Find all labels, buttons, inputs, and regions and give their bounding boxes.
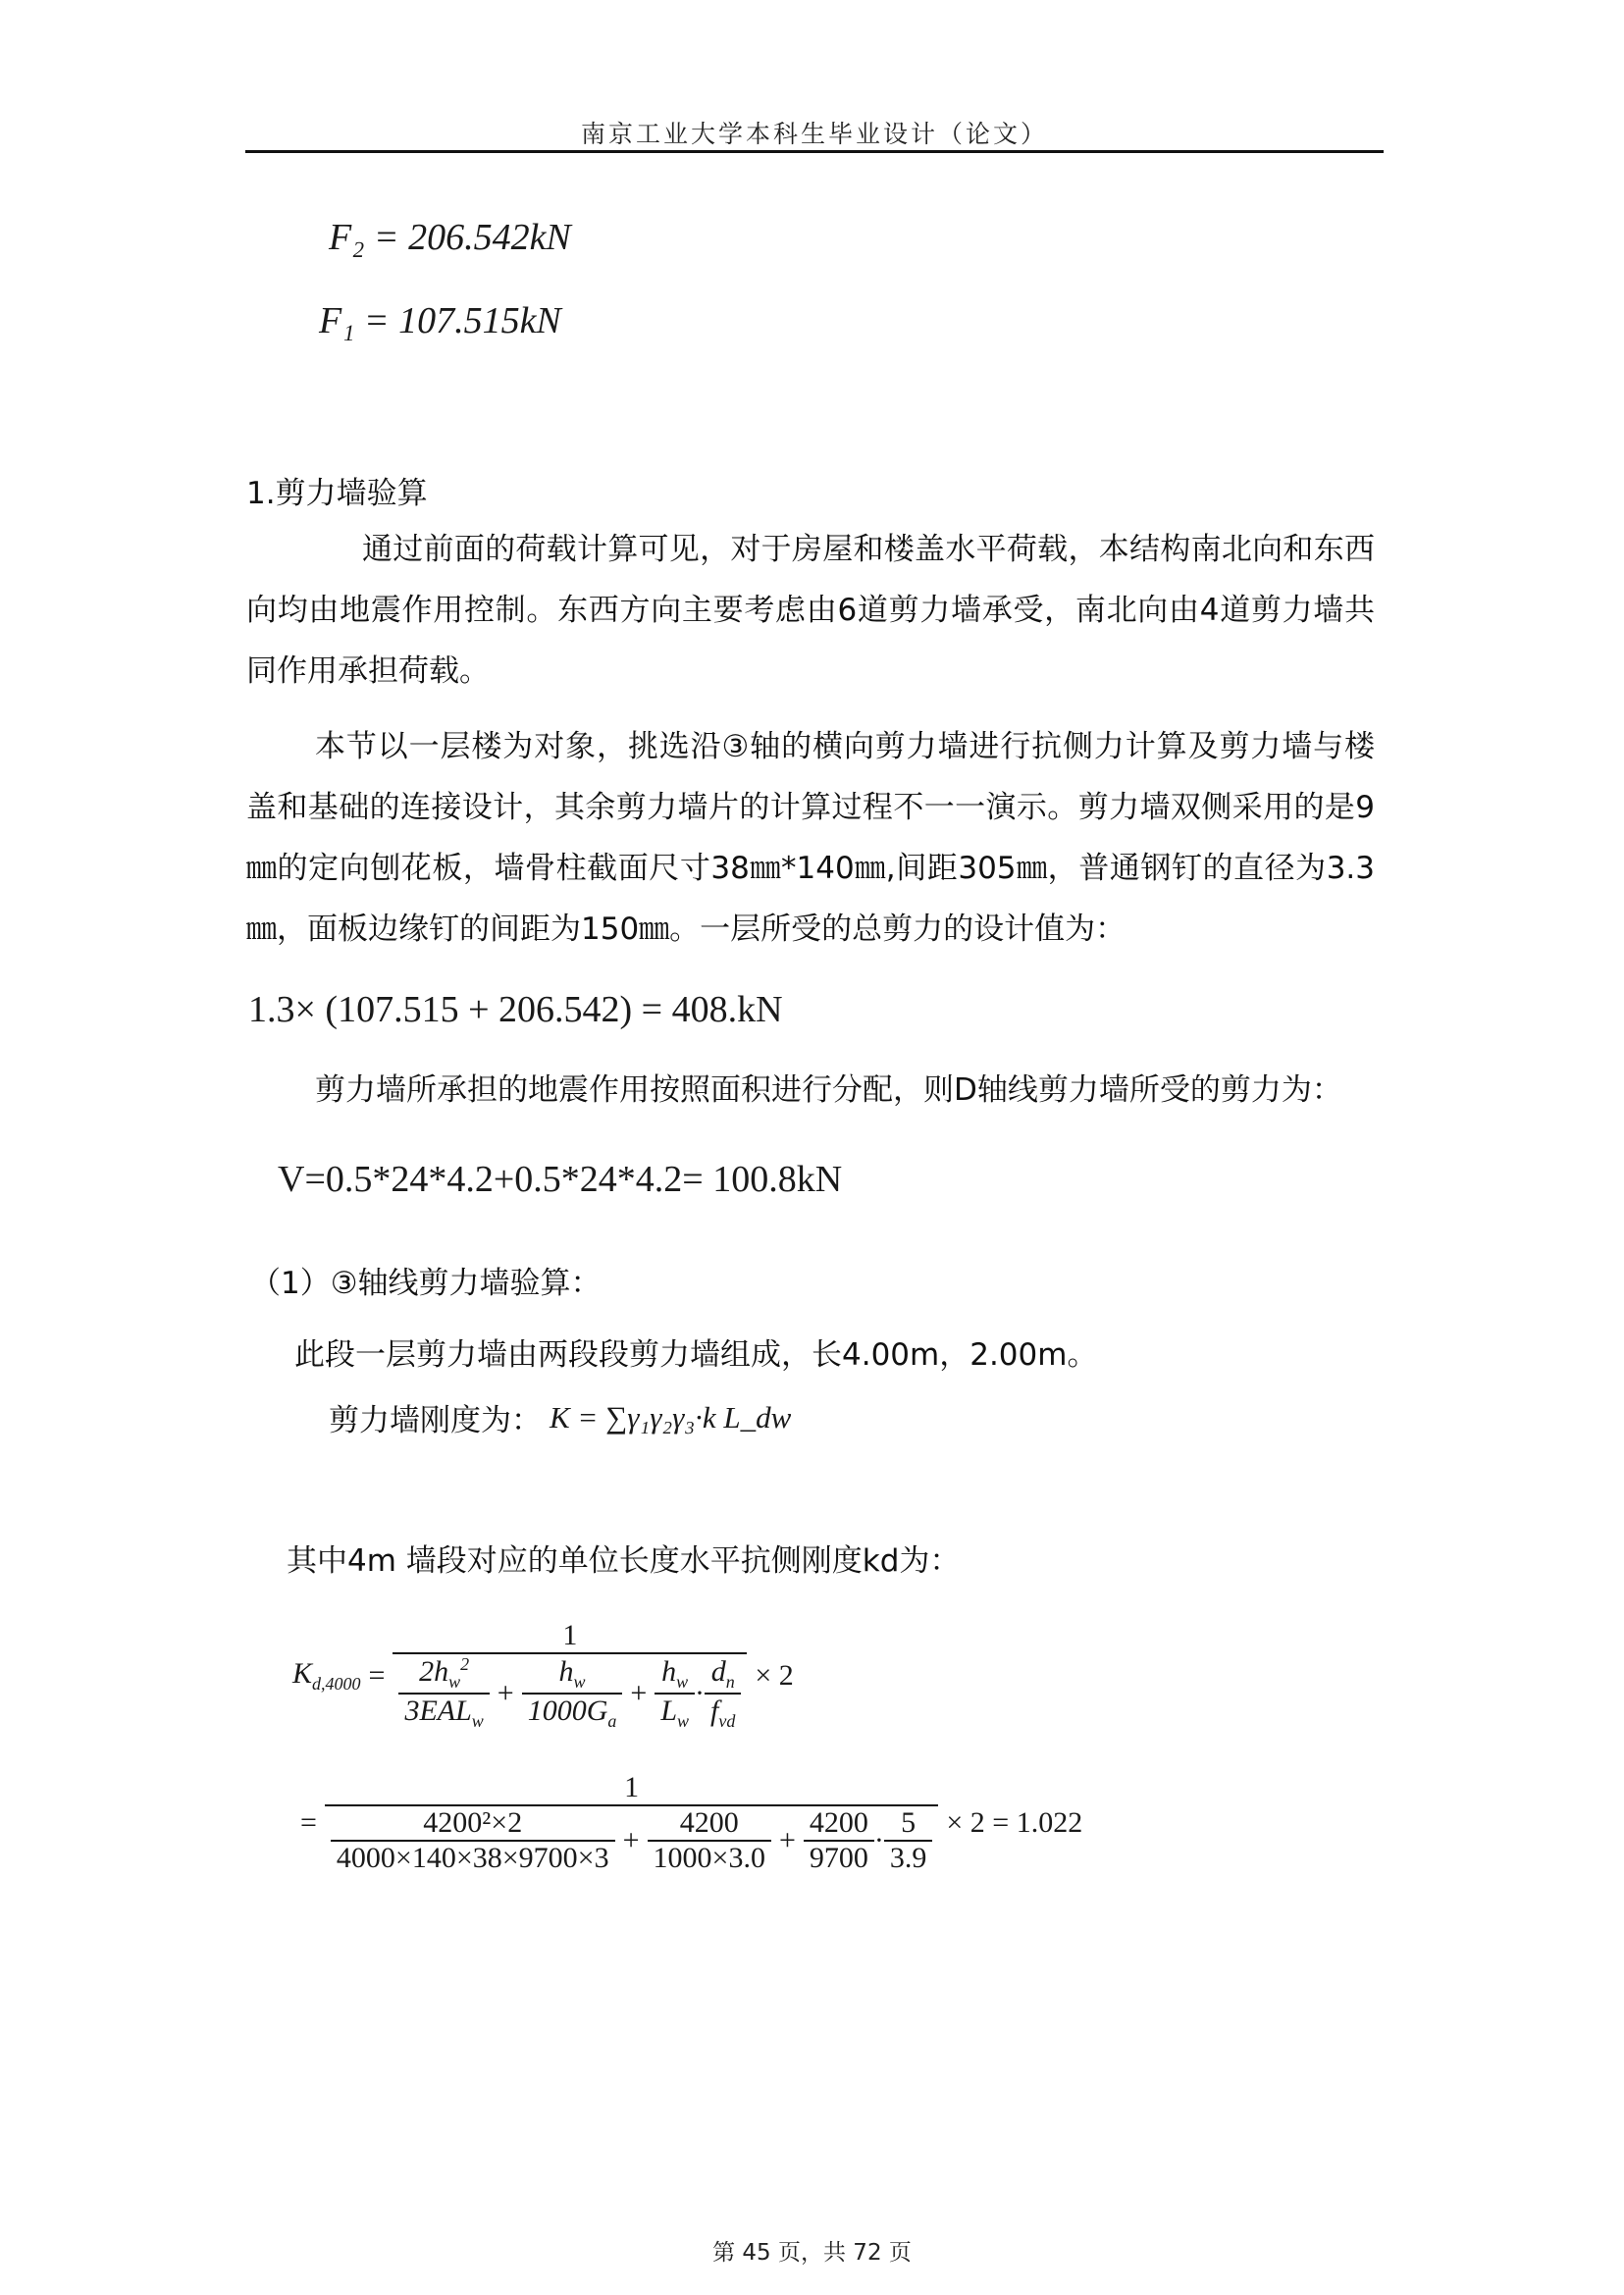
equation-shear-v: V=0.5*24*4.2+0.5*24*4.2= 100.8kN xyxy=(278,1159,843,1200)
equation-total-shear: 1.3× (107.515 + 206.542) = 408.kN xyxy=(248,989,783,1030)
formula-numeric: = 1 $\frac{\text{4200²×2}}{4000\times 140\times 38\times 9700\times 3}$ + $\frac{4200}{1000\times 3.0}$ + $\frac{4200}{9700}$ · $\frac{5}{3.9}$ × 2 = 1.022 xyxy=(300,1771,1083,1874)
formula-result: × 2 = 1.022 xyxy=(946,1806,1083,1839)
formula-main-fraction: 1 $\frac{2h_w^2}{3EAL_w}$ + $\frac{h_w}{1000G_a}$ + $\frac{h_w}{L_w}$ · $\frac{d_n}{f_{vd}}$ xyxy=(393,1619,747,1732)
term-3a: $\frac{h_w}{L_w}$ xyxy=(655,1655,695,1732)
term-1: $\frac{2h_w^2}{3EAL_w}$ xyxy=(398,1654,489,1732)
formula-lhs: $K_{d,4000}$ xyxy=(292,1656,361,1694)
paragraph-4: 其中4m 墙段对应的单位长度水平抗侧刚度kd为： xyxy=(287,1543,961,1579)
paragraph-3: 剪力墙所承担的地震作用按照面积进行分配，则D轴线剪力墙所受的剪力为： xyxy=(315,1072,1342,1108)
wall-length-line: 此段一层剪力墙由两段段剪力墙组成，长4.00m，2.00m。 xyxy=(294,1337,1098,1373)
numeric-term-3a: $\frac{4200}{9700}$ xyxy=(804,1806,874,1875)
numeric-term-2: $\frac{4200}{1000\times 3.0}$ xyxy=(648,1806,771,1875)
subsection-heading: （1）③轴线剪力墙验算： xyxy=(250,1266,602,1301)
numeric-term-3b: $\frac{5}{3.9}$ xyxy=(884,1806,933,1875)
paragraph-1: 通过前面的荷载计算可见，对于房屋和楼盖水平荷载，本结构南北向和东西向均由地震作用控制。东西方向主要考虑由6道剪力墙承受，南北向由4道剪力墙共同作用承担荷载。 xyxy=(246,532,1375,689)
equation-f1: F₁ = 107.515kN xyxy=(319,300,561,341)
term-3b: $\frac{d_n}{f_{vd}}$ xyxy=(705,1655,741,1732)
paragraph-2: 本节以一层楼为对象，挑选沿③轴的横向剪力墙进行抗侧力计算及剪力墙与楼盖和基础的连接设计，其余剪力墙片的计算过程不一一演示。剪力墙双侧采用的是9㎜的定向刨花板，墙骨柱截面尺寸38㎜*140㎜,间距305㎜，普通钢钉的直径为3.3㎜，面板边缘钉的间距为150㎜。一层所受的总剪力的设计值为： xyxy=(246,729,1375,947)
running-header: 南京工业大学本科生毕业设计（论文） xyxy=(580,120,1048,148)
stiffness-line xyxy=(329,1395,791,1439)
numeric-term-1: $\frac{\text{4200²×2}}{4000\times 140\times 38\times 9700\times 3}$ xyxy=(331,1806,615,1875)
formula-numeric-fraction: 1 $\frac{\text{4200²×2}}{4000\times 140\times 38\times 9700\times 3}$ + $\frac{4200}{1000\times 3.0}$ + $\frac{4200}{9700}$ · $\frac{5}{3.9}$ xyxy=(325,1771,938,1875)
stiffness-formula: K = ∑γ₁γ₂γ₃·k L_dw xyxy=(550,1399,792,1434)
header-rule xyxy=(245,150,1384,153)
equation-f2: F₂ = 206.542kN xyxy=(329,217,571,258)
section-heading: 1.剪力墙验算 xyxy=(246,476,428,511)
page-number: 第 45 页，共 72 页 xyxy=(712,2240,912,2266)
stiffness-label: 剪力墙刚度为： xyxy=(329,1403,542,1438)
formula-symbolic: $K_{d,4000}$ = 1 $\frac{2h_w^2}{3EAL_w}$ + $\frac{h_w}{1000G_a}$ + $\frac{h_w}{L_w}$ · $\frac{d_n}{f_{vd}}$ × 2 xyxy=(292,1619,794,1731)
term-2: $\frac{h_w}{1000G_a}$ xyxy=(522,1655,623,1732)
